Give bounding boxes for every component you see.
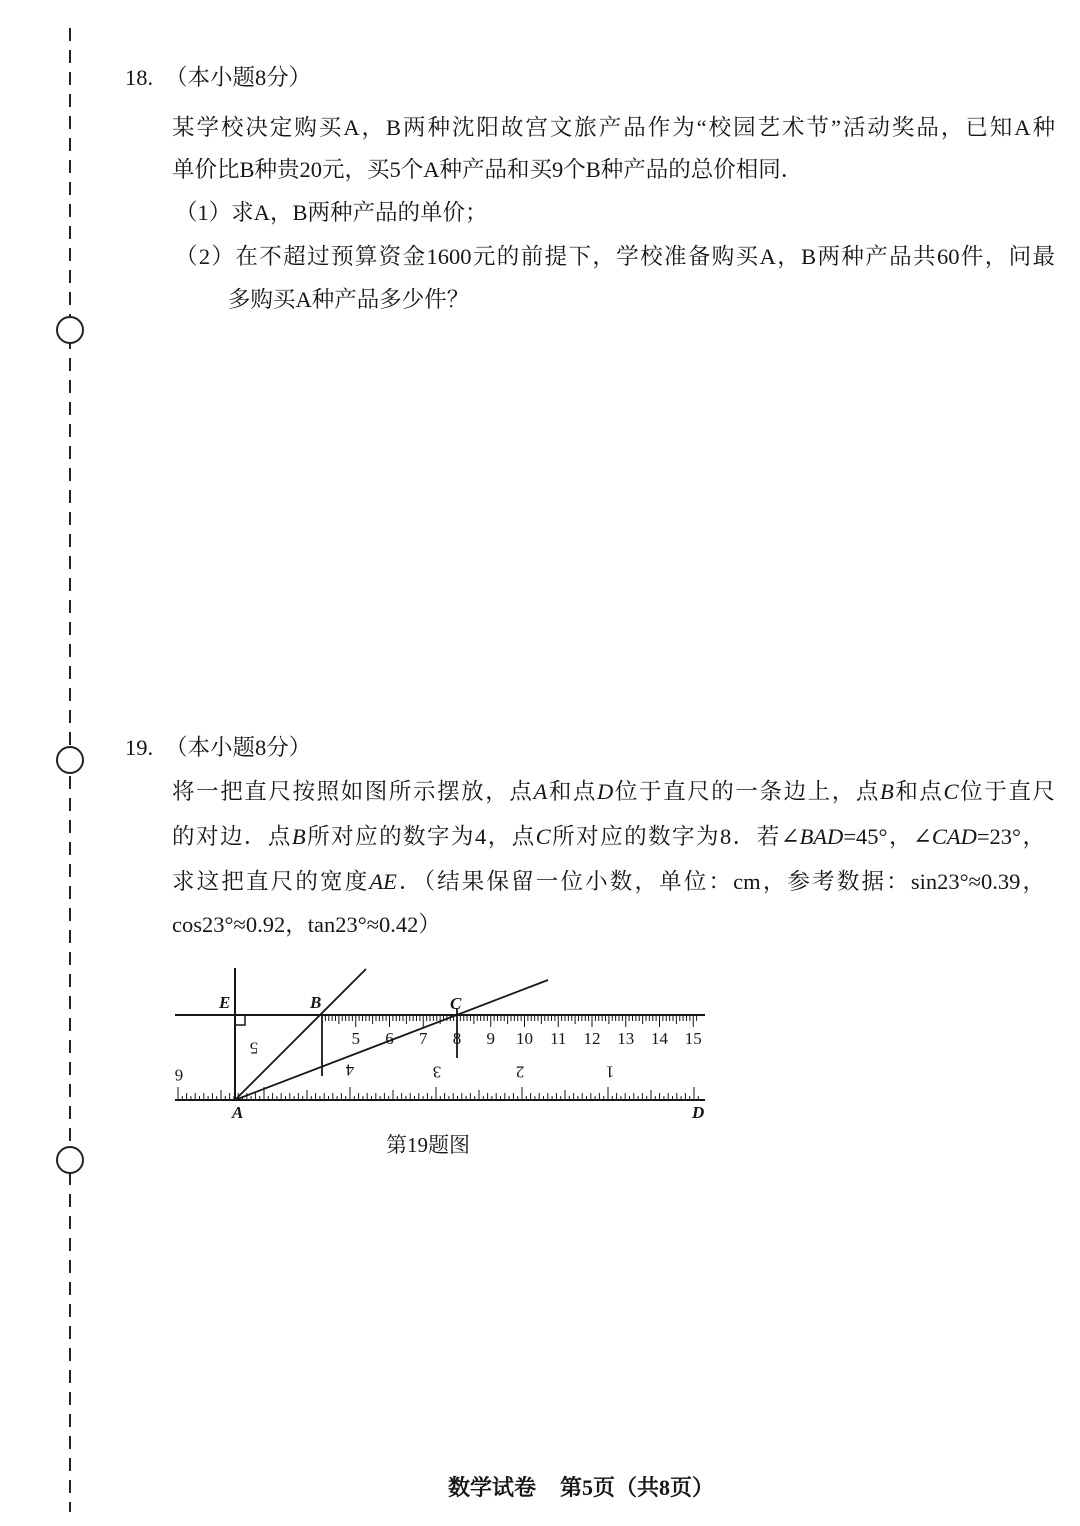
text-run: 的对边．点 (172, 824, 292, 849)
text-run: 求这把直尺的宽度 (172, 869, 370, 894)
text-run: =23°， (976, 824, 1045, 849)
question-19-header (125, 734, 311, 762)
question-18-part-2: （2）在不超过预算资金1600元的前提下，学校准备购买A，B两种产品共60件，问最 (175, 244, 1055, 269)
page-footer (448, 1474, 714, 1502)
binding-hole-circle (57, 317, 83, 343)
math-variable: B (879, 779, 894, 804)
text-run: 所对应的数字为8．若∠ (550, 824, 800, 849)
question-19-line (172, 823, 1045, 851)
ruler-number-bottom: 6 (174, 1065, 184, 1085)
math-variable: C (943, 779, 959, 804)
math-variable: AE (369, 869, 397, 894)
question-18-line: 某学校决定购买A，B两种沈阳故宫文旅产品作为“校园艺术节”活动奖品，已知A种 (172, 115, 1055, 140)
ruler-number-top: 15 (684, 1029, 702, 1048)
text-run: 所对应的数字为4，点 (305, 824, 536, 849)
question-number: 18. (125, 65, 154, 90)
ruler-number-bottom: 3 (432, 1062, 442, 1082)
question-18-header (125, 64, 311, 92)
point-label-d: D (692, 1103, 705, 1122)
text-run: 将一把直尺按照如图所示摆放，点 (172, 779, 534, 804)
question-number: 19. (125, 735, 154, 760)
question-18-line: 单价比B种贵20元，买5个A种产品和买9个B种产品的总价相同． (172, 157, 804, 182)
question-18-part-2-cont: 多购买A种产品多少件？ (228, 287, 470, 312)
ruler-number-top: 5 (351, 1029, 360, 1048)
question-18-part-1: （1）求A，B两种产品的单价； (175, 200, 488, 225)
question-points: （本小题8分） (165, 65, 312, 90)
ruler-number-top: 14 (651, 1029, 668, 1048)
math-variable: B (291, 824, 306, 849)
point-label-e: E (219, 993, 231, 1012)
math-variable: CAD (931, 824, 977, 849)
binding-hole-circle (57, 1147, 83, 1173)
figure-caption: 第19题图 (386, 1133, 470, 1157)
ruler-number-top: 10 (516, 1029, 533, 1048)
point-label-c: C (450, 994, 462, 1013)
ruler-number-bottom: 5 (249, 1038, 259, 1058)
ruler-number-top: 12 (583, 1029, 601, 1048)
question-points: （本小题8分） (165, 735, 312, 760)
ruler-number-top: 7 (419, 1029, 428, 1048)
text-run: 位于直尺 (958, 779, 1055, 804)
ruler-number-bottom: 1 (605, 1062, 615, 1082)
ruler-number-top: 9 (486, 1029, 495, 1048)
ruler-number-top: 6 (385, 1029, 394, 1048)
question-19-line (172, 778, 1055, 806)
text-run: 和点 (547, 779, 598, 804)
ruler-number-top: 8 (452, 1029, 462, 1048)
text-run: cos23°≈0.92，tan23°≈0.42） (172, 912, 441, 937)
ruler-number-bottom: 4 (345, 1060, 355, 1080)
binding-hole-circle (57, 747, 83, 773)
ruler-number-bottom: 2 (515, 1062, 525, 1082)
question-19-line (172, 911, 441, 939)
ruler-number-top: 13 (617, 1029, 635, 1048)
footer-subject: 数学试卷 (448, 1475, 537, 1500)
math-variable: D (597, 779, 614, 804)
point-label-a: A (232, 1103, 244, 1122)
math-variable: C (535, 824, 551, 849)
footer-page-number: 第5页（共8页） (560, 1475, 715, 1500)
ruler-bottom-numbers (175, 1039, 615, 1085)
text-run: 和点 (893, 779, 944, 804)
text-run: 位于直尺的一条边上，点 (613, 779, 880, 804)
ruler-top-numbers (352, 1029, 702, 1048)
math-variable: BAD (799, 824, 844, 849)
text-run: =45°，∠ (843, 824, 932, 849)
ruler-top-ticks (322, 1015, 697, 1027)
ruler-bottom-ticks (178, 1087, 698, 1100)
math-variable: A (533, 779, 548, 804)
question-19-line (172, 868, 1045, 896)
ruler-number-top: 11 (550, 1029, 567, 1048)
text-run: ．（结果保留一位小数，单位：cm，参考数据：sin23°≈0.39， (396, 869, 1045, 894)
point-label-b: B (310, 993, 322, 1012)
right-angle-mark (235, 1015, 245, 1025)
